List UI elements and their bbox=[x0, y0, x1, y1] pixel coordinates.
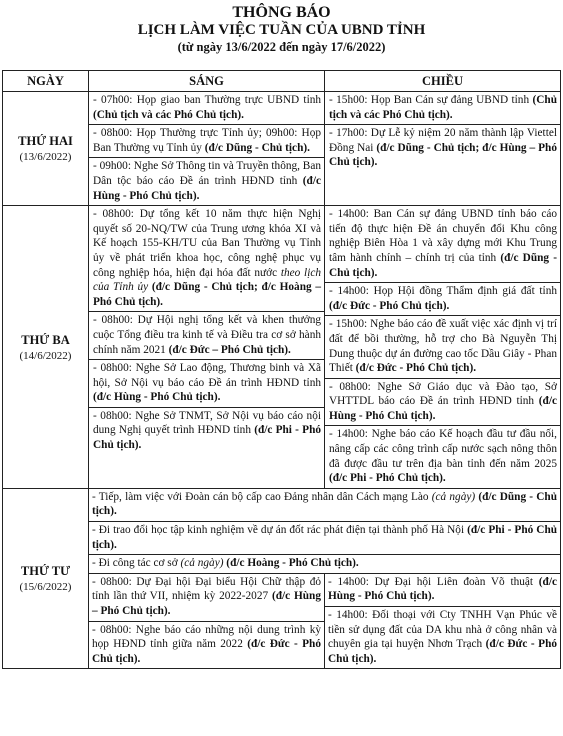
entry-text: - 08h00: Dự Đại hội Đại biểu Hội Chữ thập đỏ tỉnh lần thứ VII, nhiệm kỳ 2022-2027 bbox=[92, 575, 321, 603]
day-cell bbox=[3, 206, 89, 489]
schedule-entry bbox=[89, 522, 560, 555]
schedule-entry bbox=[89, 312, 324, 360]
entry-text: - 08h00: Dự tổng kết 10 năm thực hiện Nghị quyết số 20-NQ/TW của Trung ương khóa XI và Kế hoạch 155-KH/TU của Ban Thường vụ Tỉnh ủy về phát triển khoa học, công nghệ phục vụ công nghiệp hóa, hiện đại hóa đất nước bbox=[93, 208, 321, 279]
schedule-entry bbox=[89, 158, 324, 205]
entry-text: - 15h00: Họp Ban Cán sự đảng UBND tỉnh bbox=[329, 94, 533, 106]
entry-attendee: (đ/c Đức – Phó Chủ tịch). bbox=[168, 343, 291, 356]
entry-attendee: (đ/c Đức - Phó Chủ tịch). bbox=[355, 362, 477, 375]
schedule-entry bbox=[325, 574, 560, 607]
schedule-entry bbox=[325, 607, 560, 668]
entry-text: - 14h00: Dự Đại hội Liên đoàn Võ thuật bbox=[328, 575, 539, 588]
col-header-afternoon: CHIỀU bbox=[325, 71, 561, 92]
entry-text: - 15h00: Nghe báo cáo đề xuất việc xác định vị trí đất để bồi thường, hỗ trợ cho Bà Nguyễn Thị Dung thuộc dự án đường cao tốc Dầu Giây - Phan Thiết bbox=[329, 318, 557, 375]
entry-text: - 17h00: Dự Lễ kỷ niệm 20 năm thành lập Viettel Đồng Nai bbox=[329, 127, 557, 154]
schedule-entry bbox=[89, 360, 324, 408]
day-date: (13/6/2022) bbox=[19, 151, 72, 164]
entry-text: - 08h00: Nghe Sở TNMT, Sở Nội vụ báo cáo nội dung Nghị quyết trình HĐND tỉnh bbox=[93, 409, 321, 437]
day-name: THỨ TƯ bbox=[20, 564, 71, 579]
schedule-entry bbox=[89, 574, 324, 622]
entry-text: - 14h00: Họp Hội đồng Thẩm định giá đất tỉnh bbox=[329, 285, 557, 298]
afternoon-cell bbox=[325, 574, 560, 669]
entry-text: - Đi trao đổi học tập kinh nghiệm về dự án đốt rác phát điện tại thành phố Hà Nội bbox=[92, 524, 468, 537]
split-row bbox=[89, 574, 560, 669]
morning-cell bbox=[89, 92, 325, 206]
entry-text: - 14h00: Đối thoại với Cty TNHH Vạn Phúc về tiền sử dụng đất của DA khu nhà ở công nhân và chuyên gia tại huyện Nhơn Trạch bbox=[328, 609, 557, 651]
entry-text: - 08h00: Dự Hội nghị tổng kết và khen thưởng cuộc Tổng điều tra kinh tế và Điều tra cơ sở hành chính năm 2021 bbox=[93, 314, 321, 356]
schedule-entry bbox=[325, 379, 560, 427]
entry-attendee: (đ/c Dũng - Chủ tịch; đ/c Hoàng – Phó Chủ tịch). bbox=[93, 281, 321, 308]
schedule-entry bbox=[89, 408, 324, 455]
entry-attendee: (đ/c Đức - Phó Chủ tịch). bbox=[329, 299, 450, 312]
col-header-day: NGÀY bbox=[3, 71, 89, 92]
entry-text: - 14h00: Ban Cán sự đảng UBND tỉnh báo cáo tiến độ thực hiện Đề án chuyển đổi Khu công nghiệp Biên Hòa 1 và xây dựng mới Khu Trung tâm hành chính – chính trị của tỉnh bbox=[329, 208, 557, 264]
schedule-title: LỊCH LÀM VIỆC TUẦN CỦA UBND TỈNH bbox=[137, 22, 426, 38]
notice-title: THÔNG BÁO bbox=[232, 4, 331, 21]
entry-attendee: (đ/c Hùng – Phó Chủ tịch). bbox=[92, 590, 321, 617]
entry-attendee: (đ/c Dũng - Chủ tịch). bbox=[204, 141, 310, 154]
day-name: THỨ BA bbox=[21, 332, 70, 347]
entry-attendee: (đ/c Phi - Phó Chủ tịch). bbox=[93, 424, 321, 452]
day-date: (14/6/2022) bbox=[19, 349, 72, 362]
morning-cell bbox=[89, 574, 325, 669]
schedule-entry bbox=[325, 316, 560, 378]
day-cell bbox=[3, 92, 89, 206]
entry-attendee: (đ/c Hùng - Phó Chủ tịch). bbox=[329, 395, 557, 422]
entry-note: (cả ngày) bbox=[180, 557, 224, 570]
schedule-entry bbox=[325, 426, 560, 487]
entry-attendee: (Chủ tịch và các Phó Chủ tịch). bbox=[329, 94, 557, 121]
afternoon-cell bbox=[325, 92, 561, 206]
schedule-entry bbox=[325, 206, 560, 283]
entry-attendee: (đ/c Hùng - Phó Chủ tịch). bbox=[93, 391, 221, 404]
schedule-entry bbox=[325, 283, 560, 316]
schedule-entry bbox=[89, 489, 560, 522]
entry-text: - Tiếp, làm việc với Đoàn cán bộ cấp cao Đảng nhân dân Cách mạng Lào bbox=[92, 490, 432, 503]
schedule-entry bbox=[89, 622, 324, 669]
afternoon-cell bbox=[325, 206, 561, 489]
day-cell bbox=[3, 488, 89, 669]
entry-attendee: (đ/c Dũng - Chủ tịch). bbox=[329, 251, 557, 279]
entry-attendee: (đ/c Hùng - Phó Chủ tịch). bbox=[328, 575, 557, 603]
wednesday-cell bbox=[89, 488, 561, 669]
col-header-morning: SÁNG bbox=[89, 71, 325, 92]
entry-attendee: (đ/c Hoàng - Phó Chủ tịch). bbox=[223, 557, 359, 570]
entry-attendee: (đ/c Hùng - Phó Chủ tịch). bbox=[93, 174, 321, 202]
morning-cell bbox=[89, 206, 325, 489]
entry-text: - 08h00: Nghe Sở Giáo dục và Đào tạo, Sở VHTTDL báo cáo Đề án trình HĐND tỉnh bbox=[329, 380, 557, 408]
entry-text: - 08h00: Nghe Sở Lao động, Thương binh và Xã hội, Sở Nội vụ báo cáo Đề án trình HĐND tỉnh bbox=[93, 362, 321, 389]
row-tuesday bbox=[3, 206, 561, 489]
entry-text: - 07h00: Họp giao ban Thường trực UBND tỉnh bbox=[93, 94, 321, 106]
date-range: (từ ngày 13/6/2022 đến ngày 17/6/2022) bbox=[177, 40, 386, 54]
entry-attendee: (đ/c Đức - Phó Chủ tịch). bbox=[328, 638, 558, 665]
schedule-entry bbox=[89, 125, 324, 158]
entry-attendee: (đ/c Dũng - Chủ tịch). bbox=[92, 490, 557, 518]
entry-text: - 14h00: Nghe báo cáo Kế hoạch đầu tư đầu nối, nâng cấp các công trình cấp nước sạch nông thôn đã được đầu tư trên địa bàn tỉnh đến năm 2025 bbox=[329, 428, 557, 470]
entry-attendee: (Chủ tịch và các Phó Chủ tịch). bbox=[93, 108, 244, 121]
entry-text: - Đi công tác cơ sở bbox=[92, 557, 181, 570]
entry-attendee: (đ/c Dũng - Chủ tịch; đ/c Hùng – Phó Chủ tịch). bbox=[329, 141, 557, 169]
schedule-entry bbox=[325, 125, 560, 172]
row-wednesday bbox=[3, 488, 561, 669]
fullday-list bbox=[89, 489, 560, 574]
entry-attendee: (đ/c Phi - Phó Chủ tịch). bbox=[92, 524, 558, 551]
entry-note: theo lịch của Tỉnh ủy bbox=[93, 266, 322, 294]
schedule-table bbox=[2, 70, 561, 669]
row-monday bbox=[3, 92, 561, 206]
schedule-entry bbox=[89, 92, 324, 125]
schedule-entry bbox=[89, 206, 324, 312]
entry-text: - 08h00: Họp Thường trực Tỉnh ủy; 09h00: Họp Ban Thường vụ Tỉnh ủy bbox=[93, 127, 321, 154]
entry-text: - 09h00: Nghe Sở Thông tin và Truyền thông, Ban Dân tộc báo cáo Đề án trình HĐND tỉnh bbox=[93, 160, 321, 187]
entry-text: - 08h00: Nghe báo cáo những nội dung trình kỳ họp HĐND tỉnh giữa năm 2022 bbox=[92, 623, 321, 651]
day-date: (15/6/2022) bbox=[19, 581, 72, 594]
day-name: THỨ HAI bbox=[18, 134, 73, 149]
schedule-entry bbox=[325, 92, 560, 125]
entry-attendee: (đ/c Phi - Phó Chủ tịch). bbox=[329, 472, 446, 485]
entry-attendee: (đ/c Đức - Phó Chủ tịch). bbox=[92, 638, 321, 665]
schedule-entry bbox=[89, 555, 560, 573]
entry-note: (cả ngày) bbox=[431, 490, 476, 503]
